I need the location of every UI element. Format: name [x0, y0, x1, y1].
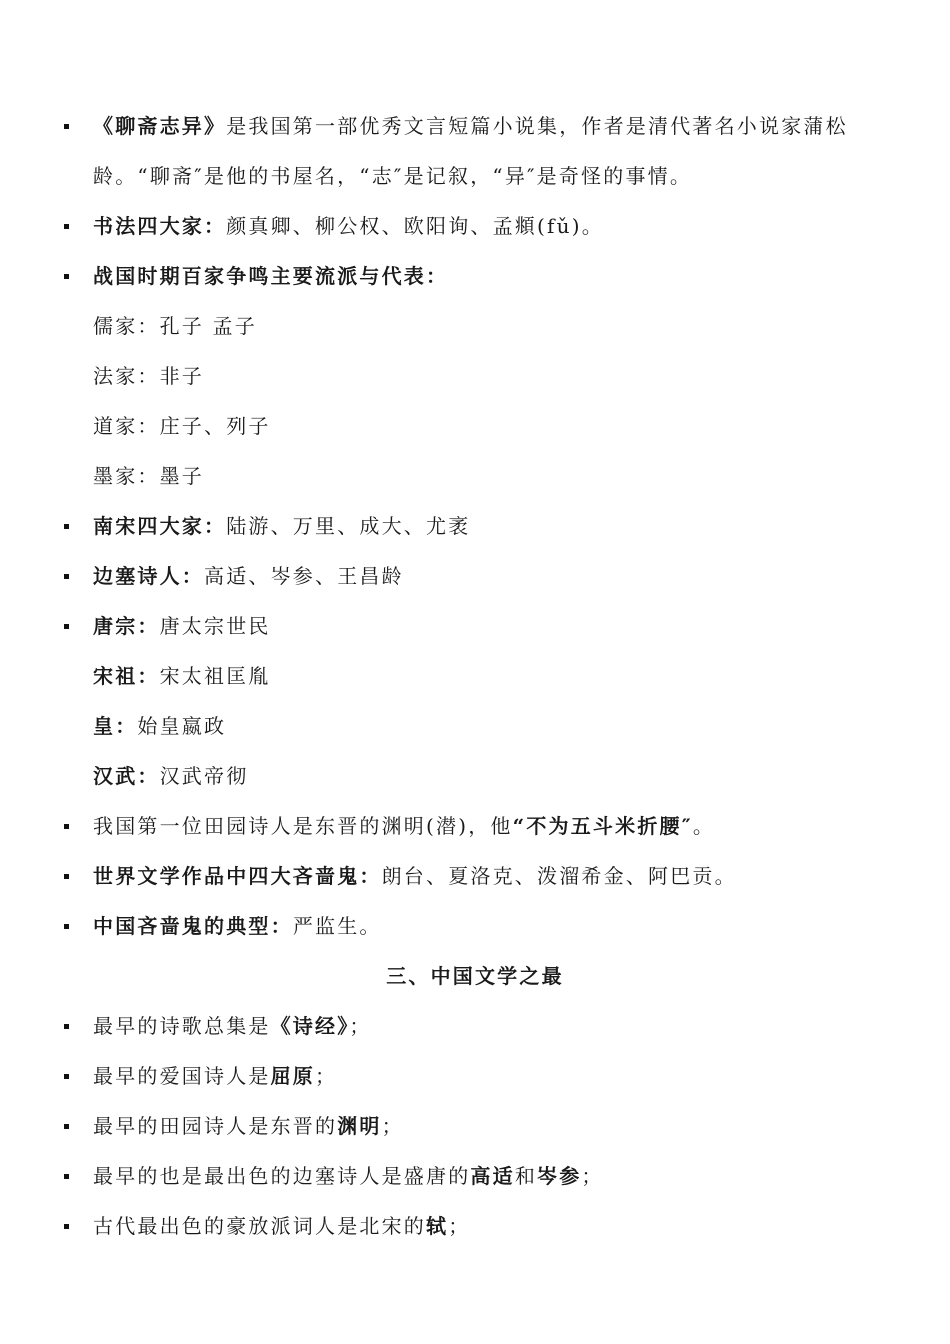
pastoral-quote: “不为五斗米折腰″	[512, 814, 693, 838]
warring-states-label: 战国时期百家争鸣主要流派与代表：	[93, 264, 449, 288]
liaozhai-line-2: 龄。“聊斋″是他的书屋名，“志″是记叙，“异″是奇怪的事情。	[93, 164, 693, 188]
first-punct: ；	[381, 1114, 404, 1138]
pastoral-line	[93, 808, 855, 844]
frontier-label: 边塞诗人：	[93, 564, 204, 588]
bullet-icon	[64, 1124, 69, 1129]
school-dao: 道家：庄子、列子	[93, 414, 271, 438]
first-patriotic-poet	[93, 1058, 855, 1094]
bullet-icon	[64, 624, 69, 629]
misers-line	[93, 858, 855, 894]
frontier-text: 高适、岑参、王昌龄	[204, 564, 404, 588]
tang-line	[93, 608, 855, 644]
school-ru: 儒家：孔子 孟子	[93, 314, 257, 338]
first-highlight: 轼	[426, 1214, 449, 1238]
first-text: 最早的也是最出色的边塞诗人是盛唐的	[93, 1164, 471, 1188]
tang-text: 唐太宗世民	[159, 614, 271, 638]
bullet-icon	[64, 1174, 69, 1179]
first-text: 和	[514, 1164, 538, 1188]
pastoral-text: 我国第一位田园诗人是东晋的渊明(潜)，他	[93, 814, 513, 838]
pastoral-end: 。	[692, 814, 716, 838]
huang-line	[93, 708, 855, 744]
first-text: 最早的诗歌总集是	[93, 1014, 271, 1038]
han-text: 汉武帝彻	[159, 764, 249, 788]
cn-miser-label: 中国吝啬鬼的典型：	[93, 914, 293, 938]
han-line	[93, 758, 855, 794]
liaozhai-title: 《聊斋志异》	[93, 114, 227, 138]
song-text: 宋太祖匡胤	[159, 664, 271, 688]
cn-miser-line	[93, 908, 855, 944]
bullet-icon	[64, 824, 69, 829]
bullet-icon	[64, 274, 69, 279]
misers-text: 朗台、夏洛克、泼溜希金、阿巴贡。	[381, 864, 737, 888]
bullet-icon	[64, 1224, 69, 1229]
school-fa: 法家：非子	[93, 364, 204, 388]
frontier-line	[93, 558, 855, 594]
first-highlight: 《诗经》	[270, 1014, 350, 1038]
first-text: 最早的爱国诗人是	[93, 1064, 271, 1088]
first-text: 古代最出色的豪放派词人是北宋的	[93, 1214, 426, 1238]
song-label: 宋祖：	[93, 664, 160, 688]
bullet-icon	[64, 924, 69, 929]
first-punct: ；	[581, 1164, 604, 1188]
huang-text: 始皇嬴政	[137, 714, 227, 738]
tang-label: 唐宗：	[93, 614, 160, 638]
calligraphy-text: 颜真卿、柳公权、欧阳询、孟頫(fǔ)。	[226, 214, 604, 238]
first-punct: ；	[315, 1064, 338, 1088]
liaozhai-text: 是我国第一部优秀文言短篇小说集，作者是清代著名小说家蒲松	[226, 114, 848, 138]
first-frontier-poets	[93, 1158, 855, 1194]
calligraphy-label: 书法四大家：	[93, 214, 227, 238]
han-label: 汉武：	[93, 764, 160, 788]
first-poetry-collection	[93, 1008, 855, 1044]
first-highlight: 渊明	[337, 1114, 382, 1138]
school-mo: 墨家：墨子	[93, 464, 204, 488]
first-punct: ；	[349, 1014, 372, 1038]
misers-label: 世界文学作品中四大吝啬鬼：	[93, 864, 382, 888]
bullet-icon	[64, 524, 69, 529]
cn-miser-text: 严监生。	[292, 914, 382, 938]
bullet-icon	[64, 124, 69, 129]
nansong-line	[93, 508, 855, 544]
nansong-text: 陆游、万里、成大、尤袤	[226, 514, 471, 538]
bullet-icon	[64, 1024, 69, 1029]
first-text: 最早的田园诗人是东晋的	[93, 1114, 338, 1138]
first-highlight: 屈原	[270, 1064, 316, 1088]
huang-label: 皇：	[93, 714, 138, 738]
bullet-icon	[64, 574, 69, 579]
liaozhai-line-1	[93, 108, 855, 144]
calligraphy-line	[93, 208, 855, 244]
bullet-icon	[64, 1074, 69, 1079]
first-highlight: 岑参	[537, 1164, 582, 1188]
first-highlight: 高适	[470, 1164, 515, 1188]
song-line	[93, 658, 855, 694]
first-haofang-poet	[93, 1208, 855, 1244]
first-punct: ；	[448, 1214, 471, 1238]
section-heading: 三、中国文学之最	[386, 964, 564, 988]
nansong-label: 南宋四大家：	[93, 514, 227, 538]
bullet-icon	[64, 874, 69, 879]
bullet-icon	[64, 224, 69, 229]
first-pastoral-poet	[93, 1108, 855, 1144]
